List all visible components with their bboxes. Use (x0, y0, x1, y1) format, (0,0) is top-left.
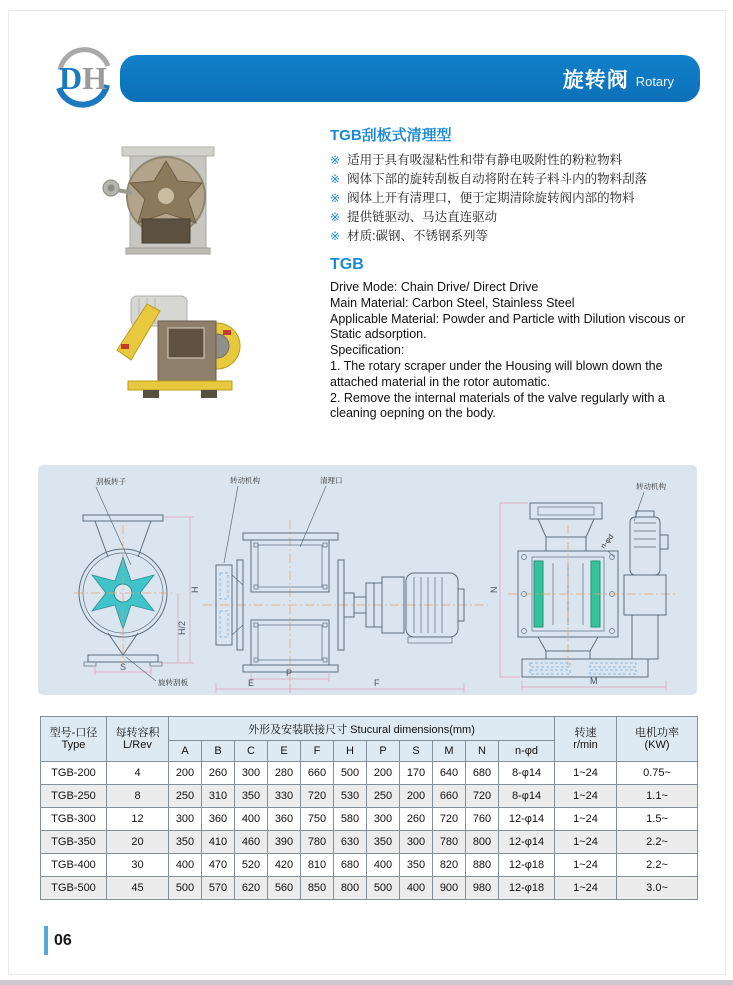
table-row (41, 854, 698, 877)
value-cell: 400 (400, 877, 433, 900)
value-cell: 300 (400, 831, 433, 854)
en-line: Applicable Material: Powder and Particle with Dilution viscous or Static adsorption. (330, 311, 686, 342)
cn-bullet (330, 227, 704, 246)
value-cell: 680 (466, 762, 499, 785)
value-cell: 0.75~ (617, 762, 698, 785)
cn-bullet-list (330, 151, 704, 246)
cn-bullet (330, 189, 704, 208)
value-cell: 660 (433, 785, 466, 808)
dim-e: E (248, 678, 255, 688)
dim-col-header: M (433, 741, 466, 762)
dim-col-header: H (334, 741, 367, 762)
dim-f: F (374, 678, 380, 688)
value-cell: 620 (235, 877, 268, 900)
value-cell: 20 (107, 831, 169, 854)
value-cell: 200 (400, 785, 433, 808)
value-cell: 680 (334, 854, 367, 877)
value-cell: 350 (400, 854, 433, 877)
logo-letter-h: H (82, 60, 107, 96)
value-cell: 850 (301, 877, 334, 900)
dh-logo (50, 44, 116, 110)
value-cell: 410 (202, 831, 235, 854)
value-cell: 560 (268, 877, 301, 900)
drawing-end-view (489, 481, 678, 691)
bottom-edge-bar (0, 980, 733, 985)
scraper-label: 旋转刮板 (158, 678, 188, 687)
value-cell: 500 (367, 877, 400, 900)
value-cell: 280 (268, 762, 301, 785)
spec-table-body (41, 762, 698, 900)
rotor-label: 刮板转子 (96, 477, 126, 486)
col-header-dimensions-group: 外形及安装联接尺寸 Stucural dimensions(mm) (169, 717, 555, 741)
col-header-type (41, 717, 107, 762)
clean-port-label: 清理口 (320, 476, 343, 485)
table-row (41, 762, 698, 785)
bullet-marker-icon: ※ (330, 229, 341, 243)
en-line: 2. Remove the internal materials of the valve regularly with a cleaning oepning on the body. (330, 390, 665, 421)
bullet-text: 阀体下部的旋转刮板自动将附在转子料斗内的物料刮落 (347, 172, 648, 186)
value-cell: 8-φ14 (499, 762, 555, 785)
dim-col-header: B (202, 741, 235, 762)
value-cell: 300 (367, 808, 400, 831)
value-cell: 460 (235, 831, 268, 854)
value-cell: 310 (202, 785, 235, 808)
table-row (41, 808, 698, 831)
value-cell: 400 (367, 854, 400, 877)
en-section-title: TGB (330, 256, 364, 273)
value-cell: 880 (466, 854, 499, 877)
value-cell: 400 (235, 808, 268, 831)
value-cell: 250 (367, 785, 400, 808)
value-cell: 390 (268, 831, 301, 854)
value-cell: 820 (433, 854, 466, 877)
dim-col-header: E (268, 741, 301, 762)
cn-bullet (330, 151, 704, 170)
col-header-power-zh: 电机功率 (635, 727, 680, 739)
bolt-circle-label: n-φd (598, 532, 616, 551)
dim-h: H (190, 586, 200, 593)
value-cell: 780 (301, 831, 334, 854)
model-cell: TGB-300 (41, 808, 107, 831)
col-header-speed (555, 717, 617, 762)
value-cell: 720 (433, 808, 466, 831)
value-cell: 4 (107, 762, 169, 785)
value-cell: 800 (334, 877, 367, 900)
drawing-front-view (74, 476, 200, 687)
technical-drawing-panel (38, 465, 697, 695)
value-cell: 170 (400, 762, 433, 785)
page-number-accent-bar (44, 926, 48, 955)
col-header-volume (107, 717, 169, 762)
svg-text:DH (59, 60, 107, 96)
spec-table (40, 716, 698, 900)
en-line: Main Material: Carbon Steel, Stainless Steel (330, 295, 575, 310)
value-cell: 360 (202, 808, 235, 831)
value-cell: 260 (202, 762, 235, 785)
value-cell: 330 (268, 785, 301, 808)
value-cell: 12-φ14 (499, 808, 555, 831)
bullet-text: 适用于具有吸湿粘性和带有静电吸附性的粉粒物料 (347, 153, 623, 167)
drive-right-label: 转动机构 (636, 482, 666, 491)
value-cell: 12-φ14 (499, 831, 555, 854)
value-cell: 800 (466, 831, 499, 854)
value-cell: 900 (433, 877, 466, 900)
model-cell: TGB-500 (41, 877, 107, 900)
value-cell: 720 (466, 785, 499, 808)
value-cell: 1~24 (555, 762, 617, 785)
value-cell: 12-φ18 (499, 877, 555, 900)
value-cell: 980 (466, 877, 499, 900)
value-cell: 360 (268, 808, 301, 831)
table-row (41, 785, 698, 808)
value-cell: 2.2~ (617, 831, 698, 854)
value-cell: 200 (367, 762, 400, 785)
banner-title-zh: 旋转阀 (562, 68, 629, 92)
value-cell: 2.2~ (617, 854, 698, 877)
value-cell: 760 (466, 808, 499, 831)
value-cell: 660 (301, 762, 334, 785)
logo-letter-d: D (59, 60, 83, 96)
bullet-marker-icon: ※ (330, 172, 341, 186)
value-cell: 630 (334, 831, 367, 854)
banner-title-en: Rotary (635, 74, 674, 89)
dim-n: N (489, 586, 499, 593)
open-valve-illustration (100, 141, 230, 263)
en-line: Specification: (330, 343, 405, 358)
value-cell: 1~24 (555, 808, 617, 831)
value-cell: 250 (169, 785, 202, 808)
value-cell: 640 (433, 762, 466, 785)
model-cell: TGB-250 (41, 785, 107, 808)
product-photo-drive-valve (113, 288, 250, 408)
drawing-side-view (203, 475, 488, 693)
value-cell: 520 (235, 854, 268, 877)
value-cell: 300 (235, 762, 268, 785)
cn-bullet (330, 208, 704, 227)
value-cell: 500 (334, 762, 367, 785)
value-cell: 350 (235, 785, 268, 808)
drive-valve-illustration (113, 288, 250, 408)
dim-col-header: n-φd (499, 741, 555, 762)
value-cell: 1~24 (555, 831, 617, 854)
value-cell: 1~24 (555, 877, 617, 900)
value-cell: 12-φ18 (499, 854, 555, 877)
bullet-marker-icon: ※ (330, 153, 341, 167)
value-cell: 530 (334, 785, 367, 808)
description-column (330, 124, 704, 422)
dim-col-header: N (466, 741, 499, 762)
value-cell: 350 (367, 831, 400, 854)
dim-col-header: S (400, 741, 433, 762)
value-cell: 30 (107, 854, 169, 877)
value-cell: 12 (107, 808, 169, 831)
value-cell: 500 (169, 877, 202, 900)
page-number-block (44, 926, 72, 955)
col-header-type-zh: 型号-口径 (49, 727, 98, 739)
table-row (41, 877, 698, 900)
dim-col-header: P (367, 741, 400, 762)
value-cell: 420 (268, 854, 301, 877)
cn-section-title: TGB刮板式清理型 (330, 127, 452, 144)
col-header-power (617, 717, 698, 762)
dim-col-header: A (169, 741, 202, 762)
value-cell: 470 (202, 854, 235, 877)
value-cell: 580 (334, 808, 367, 831)
model-cell: TGB-350 (41, 831, 107, 854)
value-cell: 8-φ14 (499, 785, 555, 808)
page-number: 06 (54, 931, 72, 949)
bullet-marker-icon: ※ (330, 210, 341, 224)
value-cell: 260 (400, 808, 433, 831)
dh-logo-icon (50, 44, 116, 110)
dim-col-header: C (235, 741, 268, 762)
value-cell: 1~24 (555, 854, 617, 877)
value-cell: 1.1~ (617, 785, 698, 808)
product-photo-open-valve (100, 141, 230, 263)
value-cell: 1~24 (555, 785, 617, 808)
en-line: Drive Mode: Chain Drive/ Direct Drive (330, 280, 539, 294)
section-banner (120, 55, 700, 102)
model-cell: TGB-200 (41, 762, 107, 785)
value-cell: 3.0~ (617, 877, 698, 900)
model-cell: TGB-400 (41, 854, 107, 877)
value-cell: 780 (433, 831, 466, 854)
cn-bullet (330, 170, 704, 189)
dim-p: P (286, 668, 293, 678)
value-cell: 720 (301, 785, 334, 808)
value-cell: 45 (107, 877, 169, 900)
col-header-speed-en: r/min (573, 739, 598, 751)
dim-h2: H/2 (177, 620, 187, 635)
value-cell: 200 (169, 762, 202, 785)
value-cell: 570 (202, 877, 235, 900)
bullet-marker-icon: ※ (330, 191, 341, 205)
bullet-text: 阀体上开有清理口，便于定期清除旋转阀内部的物料 (347, 191, 635, 205)
value-cell: 1.5~ (617, 808, 698, 831)
value-cell: 300 (169, 808, 202, 831)
en-lines (330, 280, 704, 422)
col-header-vol-zh: 每转容积 (115, 727, 160, 739)
value-cell: 810 (301, 854, 334, 877)
value-cell: 400 (169, 854, 202, 877)
value-cell: 350 (169, 831, 202, 854)
dim-col-header: F (301, 741, 334, 762)
value-cell: 750 (301, 808, 334, 831)
en-line: 1. The rotary scraper under the Housing will blown down the attached material in the rotor automatic. (330, 358, 663, 389)
col-header-speed-zh: 转速 (574, 727, 597, 739)
table-row (41, 831, 698, 854)
dim-s: S (120, 662, 127, 672)
col-header-power-en: (KW) (644, 739, 670, 751)
col-header-vol-en: L/Rev (123, 739, 152, 751)
dim-m: M (590, 676, 598, 686)
value-cell: 8 (107, 785, 169, 808)
drive-mid-label: 转动机构 (230, 476, 260, 485)
bullet-text: 材质:碳钢、不锈钢系列等 (347, 229, 489, 243)
bullet-text: 提供链驱动、马达直连驱动 (347, 210, 498, 224)
col-header-type-en: Type (61, 739, 86, 751)
